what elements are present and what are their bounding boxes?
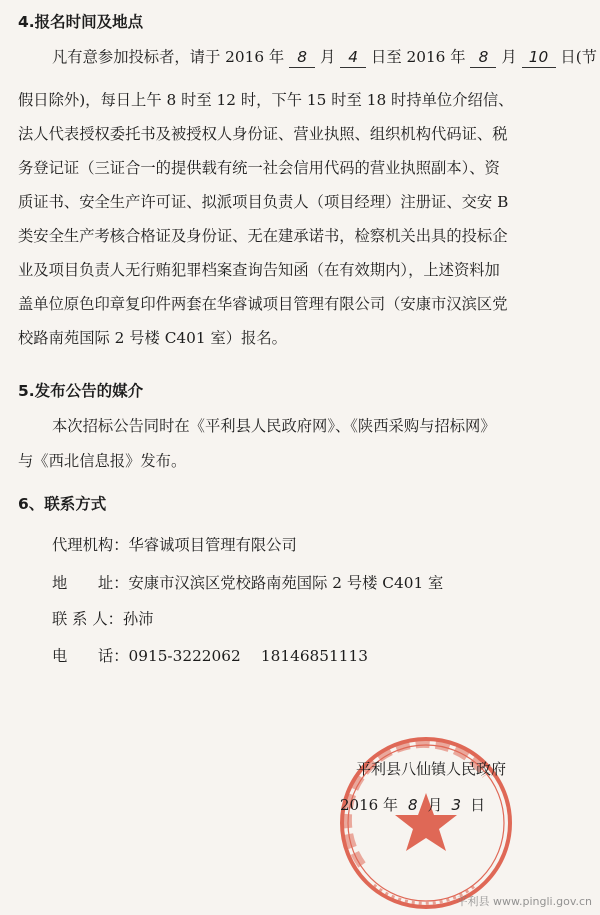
date-day-label: 日 xyxy=(470,796,486,814)
date-year: 2016 年 xyxy=(340,796,398,814)
section4-line-9: 校路南苑国际 2 号楼 C401 室）报名。 xyxy=(18,329,287,347)
section5-heading: 5.发布公告的媒介 xyxy=(18,382,144,400)
section4-line-7: 业及项目负责人无行贿犯罪档案查询告知函（在有效期内），上述资料加 xyxy=(18,261,500,279)
handwritten-month-end: 8 xyxy=(470,47,496,68)
section5-line-2: 与《西北信息报》发布。 xyxy=(18,452,187,470)
handwritten-day-start: 4 xyxy=(340,47,366,68)
phone-row xyxy=(52,646,592,666)
section4-line-2: 假日除外)，每日上午 8 时至 12 时，下午 15 时至 18 时持单位介绍信、 xyxy=(18,91,514,109)
address-label: 地 址： xyxy=(52,574,129,592)
agency-row xyxy=(52,535,592,555)
site-watermark: 平利县 www.pingli.gov.cn xyxy=(456,895,592,908)
date-month-label: 月 xyxy=(427,796,443,814)
section5-line-1: 本次招标公告同时在《平利县人民政府网》、《陕西采购与招标网》 xyxy=(52,417,496,435)
contact-label: 联 系 人： xyxy=(52,610,123,628)
signature-date xyxy=(340,794,485,815)
section4-line-6: 类安全生产考核合格证及身份证、无在建承诺书，检察机关出具的投标企 xyxy=(18,227,508,245)
text-fragment: 日(节 xyxy=(560,48,597,66)
section4-line-8: 盖单位原色印章复印件两套在华睿诚项目管理有限公司（安康市汉滨区党 xyxy=(18,295,508,313)
section4-line-5: 质证书、安全生产许可证、拟派项目负责人（项目经理）注册证、交安 B xyxy=(18,193,509,211)
section4-line-1 xyxy=(52,47,597,68)
section4-line-4: 务登记证（三证合一的提供载有统一社会信用代码的营业执照副本）、资 xyxy=(18,159,500,177)
section4-heading: 4.报名时间及地点 xyxy=(18,13,144,31)
contact-row xyxy=(52,609,592,629)
text-fragment: 日至 2016 年 xyxy=(371,48,466,66)
date-month: 8 xyxy=(407,796,418,814)
handwritten-month-start: 8 xyxy=(289,47,315,68)
section4-line-3: 法人代表授权委托书及被授权人身份证、营业执照、组织机构代码证、税 xyxy=(18,125,508,143)
date-day: 3 xyxy=(451,796,462,814)
text-fragment: 月 xyxy=(501,48,517,66)
contact-value: 孙沛 xyxy=(122,610,154,628)
phone-value: 0915-3222062 18146851113 xyxy=(128,647,368,665)
address-value: 安康市汉滨区党校路南苑国际 2 号楼 C401 室 xyxy=(128,574,444,592)
phone-label: 电 话： xyxy=(52,647,129,665)
text-fragment: 凡有意参加投标者，请于 2016 年 xyxy=(52,48,285,66)
address-row xyxy=(52,573,592,593)
text-fragment: 月 xyxy=(319,48,336,66)
handwritten-day-end: 10 xyxy=(522,47,556,68)
signature-org: 平利县八仙镇人民政府 xyxy=(356,760,507,778)
section6-heading: 6、联系方式 xyxy=(18,495,107,513)
agency-value: 华睿诚项目管理有限公司 xyxy=(128,536,297,554)
agency-label: 代理机构： xyxy=(52,536,129,554)
